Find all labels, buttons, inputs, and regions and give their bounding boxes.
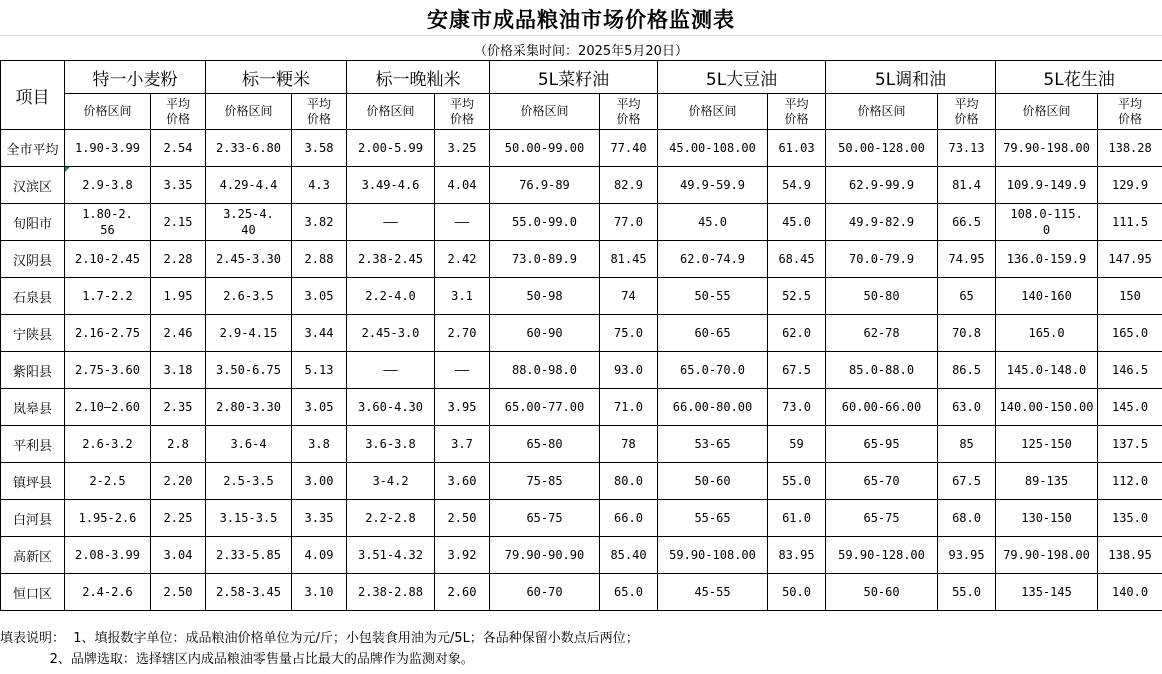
average-price-cell: 145.0 xyxy=(1098,389,1162,426)
region-name: 白河县 xyxy=(1,500,65,537)
price-range-cell: 1.90-3.99 xyxy=(65,130,151,167)
region-name: 旬阳市 xyxy=(1,204,65,241)
notes-section xyxy=(0,628,1162,670)
header-subcolumns-row xyxy=(1,94,1162,130)
table-row xyxy=(1,389,1162,426)
page-title: 安康市成品粮油市场价格监测表 xyxy=(427,8,735,32)
average-label-line: 价格 xyxy=(954,111,979,126)
average-price-cell: 50.0 xyxy=(768,574,826,611)
average-price-cell: 3.25 xyxy=(435,130,490,167)
price-range-cell: 3.15-3.5 xyxy=(206,500,292,537)
price-range-cell: 1.7-2.2 xyxy=(65,278,151,315)
average-price-cell: 63.0 xyxy=(938,389,996,426)
collection-date: （价格采集时间：2025年5月20日） xyxy=(474,44,688,59)
table-row xyxy=(1,204,1162,241)
average-price-cell: 3.1 xyxy=(435,278,490,315)
price-range-cell: 145.0-148.0 xyxy=(996,352,1098,389)
product-header: 5L菜籽油 xyxy=(490,61,658,94)
average-price-cell: 66.5 xyxy=(938,204,996,241)
price-range-cell: 2.9-4.15 xyxy=(206,315,292,352)
table-row xyxy=(1,574,1162,611)
region-name: 高新区 xyxy=(1,537,65,574)
average-price-cell: 74 xyxy=(600,278,658,315)
price-range-cell: 2.6-3.5 xyxy=(206,278,292,315)
table-row xyxy=(1,241,1162,278)
average-price-cell: 61.0 xyxy=(768,500,826,537)
region-name: 平利县 xyxy=(1,426,65,463)
average-price-cell: 82.9 xyxy=(600,167,658,204)
average-price-cell: 93.95 xyxy=(938,537,996,574)
product-header: 标一晚籼米 xyxy=(347,61,490,94)
price-range-cell: 3.51-4.32 xyxy=(347,537,435,574)
average-price-cell: 135.0 xyxy=(1098,500,1162,537)
average-price-cell: 85.40 xyxy=(600,537,658,574)
average-price-cell: 81.4 xyxy=(938,167,996,204)
average-price-cell: 3.05 xyxy=(292,389,347,426)
average-price-cell: 83.95 xyxy=(768,537,826,574)
price-range-cell: 75-85 xyxy=(490,463,600,500)
average-price-cell: 55.0 xyxy=(938,574,996,611)
average-price-cell: 4.09 xyxy=(292,537,347,574)
price-range-cell: 2.38-2.45 xyxy=(347,241,435,278)
average-price-cell: 74.95 xyxy=(938,241,996,278)
average-price-cell: 67.5 xyxy=(768,352,826,389)
price-range-cell: 3.25-4.40 xyxy=(206,204,292,241)
price-range-cell: 73.0-89.9 xyxy=(490,241,600,278)
average-price-cell: 3.58 xyxy=(292,130,347,167)
average-price-cell: 86.5 xyxy=(938,352,996,389)
average-price-cell: 2.8 xyxy=(151,426,206,463)
average-label-line: 价格 xyxy=(306,111,331,126)
product-header: 5L调和油 xyxy=(826,61,996,94)
average-label-line: 价格 xyxy=(616,111,641,126)
price-range-cell: 79.90-198.00 xyxy=(996,537,1098,574)
average-price-cell: 65.0 xyxy=(600,574,658,611)
average-price-cell: 111.5 xyxy=(1098,204,1162,241)
average-price-cell: 147.95 xyxy=(1098,241,1162,278)
price-range-cell: 2.2-4.0 xyxy=(347,278,435,315)
average-price-cell: 93.0 xyxy=(600,352,658,389)
table-row xyxy=(1,130,1162,167)
average-price-cell: 3.95 xyxy=(435,389,490,426)
price-range-cell: 60-65 xyxy=(658,315,768,352)
price-range-cell: 2-2.5 xyxy=(65,463,151,500)
average-label-line: 平均 xyxy=(449,96,474,111)
price-range-header: 价格区间 xyxy=(206,94,292,130)
average-price-cell: 3.05 xyxy=(292,278,347,315)
product-header: 特一小麦粉 xyxy=(65,61,206,94)
average-label-line: 平均 xyxy=(165,96,190,111)
region-name: 石泉县 xyxy=(1,278,65,315)
price-range-cell: 50-55 xyxy=(658,278,768,315)
average-price-cell: 4.04 xyxy=(435,167,490,204)
average-price-cell: 75.0 xyxy=(600,315,658,352)
average-price-cell: 129.9 xyxy=(1098,167,1162,204)
price-range-cell: 108.0-115.0 xyxy=(996,204,1098,241)
average-price-header xyxy=(292,94,347,130)
price-range-cell: 50-60 xyxy=(658,463,768,500)
price-range-cell: 65-75 xyxy=(490,500,600,537)
price-range-cell: 49.9-59.9 xyxy=(658,167,768,204)
average-price-cell: 55.0 xyxy=(768,463,826,500)
average-price-cell: 146.5 xyxy=(1098,352,1162,389)
price-range-cell: 62.0-74.9 xyxy=(658,241,768,278)
average-price-cell: 70.8 xyxy=(938,315,996,352)
note-line: 2、品牌选取：选择辖区内成品粮油零售量占比最大的品牌作为监测对象。 xyxy=(0,652,474,667)
product-header: 5L大豆油 xyxy=(658,61,826,94)
price-range-cell: 65-80 xyxy=(490,426,600,463)
price-range-cell: 2.00-5.99 xyxy=(347,130,435,167)
average-price-cell: 65 xyxy=(938,278,996,315)
average-price-cell: 80.0 xyxy=(600,463,658,500)
table-row xyxy=(1,500,1162,537)
average-price-cell: 112.0 xyxy=(1098,463,1162,500)
price-range-cell: 2.45-3.0 xyxy=(347,315,435,352)
price-range-cell: 3.6-4 xyxy=(206,426,292,463)
average-price-header xyxy=(1098,94,1162,130)
average-price-header xyxy=(938,94,996,130)
average-label-line: 价格 xyxy=(784,111,809,126)
table-row xyxy=(1,352,1162,389)
price-range-cell: 79.90-198.00 xyxy=(996,130,1098,167)
average-price-cell: 2.50 xyxy=(151,574,206,611)
price-range-cell: 2.33-6.80 xyxy=(206,130,292,167)
price-range-cell: 45-55 xyxy=(658,574,768,611)
price-range-cell: 65-75 xyxy=(826,500,938,537)
price-range-cell: 2.5-3.5 xyxy=(206,463,292,500)
average-price-cell: 5.13 xyxy=(292,352,347,389)
price-range-cell: 50.00-128.00 xyxy=(826,130,938,167)
table-row xyxy=(1,426,1162,463)
average-price-cell: 2.88 xyxy=(292,241,347,278)
price-range-cell: 1.95-2.6 xyxy=(65,500,151,537)
table-row xyxy=(1,167,1162,204)
average-price-cell: 77.40 xyxy=(600,130,658,167)
price-range-cell: 2.75-3.60 xyxy=(65,352,151,389)
price-range-cell: 140-160 xyxy=(996,278,1098,315)
price-range-cell: —— xyxy=(347,204,435,241)
average-price-cell: 3.8 xyxy=(292,426,347,463)
region-name: 汉滨区 xyxy=(1,167,65,204)
price-range-cell: 59.90-108.00 xyxy=(658,537,768,574)
price-range-cell: 2.08-3.99 xyxy=(65,537,151,574)
price-range-cell: 65-70 xyxy=(826,463,938,500)
title-divider xyxy=(0,35,1162,36)
average-label-line: 平均 xyxy=(1118,96,1143,111)
price-range-cell: 45.00-108.00 xyxy=(658,130,768,167)
price-range-cell: 60-70 xyxy=(490,574,600,611)
price-range-header: 价格区间 xyxy=(490,94,600,130)
price-range-cell: 2.2-2.8 xyxy=(347,500,435,537)
price-range-cell: 135-145 xyxy=(996,574,1098,611)
price-range-cell: 50.00-99.00 xyxy=(490,130,600,167)
price-range-cell: 4.29-4.4 xyxy=(206,167,292,204)
average-price-header xyxy=(768,94,826,130)
price-range-cell: 2.10-2.45 xyxy=(65,241,151,278)
price-range-cell: 2.10—2.60 xyxy=(65,389,151,426)
average-price-cell: 3.7 xyxy=(435,426,490,463)
average-label-line: 平均 xyxy=(306,96,331,111)
note-line: 填表说明： 1、填报数字单位：成品粮油价格单位为元/斤；小包装食用油为元/5L；各品种保留小数点后两位； xyxy=(0,631,639,646)
table-body xyxy=(1,130,1162,611)
average-price-cell: 68.45 xyxy=(768,241,826,278)
price-range-cell: 79.90-90.90 xyxy=(490,537,600,574)
price-range-header: 价格区间 xyxy=(347,94,435,130)
average-price-cell: 61.03 xyxy=(768,130,826,167)
average-price-cell: 2.60 xyxy=(435,574,490,611)
price-range-cell: 62-78 xyxy=(826,315,938,352)
price-range-cell: 2.4-2.6 xyxy=(65,574,151,611)
price-range-header: 价格区间 xyxy=(826,94,938,130)
average-label-line: 平均 xyxy=(784,96,809,111)
price-range-cell: 3.50-6.75 xyxy=(206,352,292,389)
average-price-cell: 3.35 xyxy=(292,500,347,537)
average-label-line: 价格 xyxy=(165,111,190,126)
price-range-cell: 53-65 xyxy=(658,426,768,463)
region-name: 紫阳县 xyxy=(1,352,65,389)
header-products-row xyxy=(1,61,1162,94)
average-price-cell: 67.5 xyxy=(938,463,996,500)
average-price-cell: 62.0 xyxy=(768,315,826,352)
average-price-cell: 54.9 xyxy=(768,167,826,204)
average-price-cell: —— xyxy=(435,204,490,241)
average-price-cell: 3.92 xyxy=(435,537,490,574)
average-price-cell: 3.44 xyxy=(292,315,347,352)
average-price-cell: 66.0 xyxy=(600,500,658,537)
price-range-cell: 66.00-80.00 xyxy=(658,389,768,426)
average-price-cell: 165.0 xyxy=(1098,315,1162,352)
average-label-line: 平均 xyxy=(616,96,641,111)
price-range-cell: 2.80-3.30 xyxy=(206,389,292,426)
price-range-cell: 60.00-66.00 xyxy=(826,389,938,426)
average-price-cell: 85 xyxy=(938,426,996,463)
average-price-cell: 1.95 xyxy=(151,278,206,315)
table-row xyxy=(1,463,1162,500)
average-label-line: 价格 xyxy=(449,111,474,126)
price-range-cell: 2.33-5.85 xyxy=(206,537,292,574)
product-header: 5L花生油 xyxy=(996,61,1162,94)
average-price-cell: —— xyxy=(435,352,490,389)
average-price-cell: 4.3 xyxy=(292,167,347,204)
price-range-cell: —— xyxy=(347,352,435,389)
average-price-cell: 59 xyxy=(768,426,826,463)
average-price-cell: 2.25 xyxy=(151,500,206,537)
average-price-header xyxy=(151,94,206,130)
price-table xyxy=(0,60,1162,611)
price-range-cell: 2.9-3.8 xyxy=(65,167,151,204)
region-name: 全市平均 xyxy=(1,130,65,167)
average-label-line: 价格 xyxy=(1118,111,1143,126)
average-price-header xyxy=(435,94,490,130)
price-range-cell: 2.45-3.30 xyxy=(206,241,292,278)
price-range-cell: 85.0-88.0 xyxy=(826,352,938,389)
average-price-cell: 138.28 xyxy=(1098,130,1162,167)
average-label-line: 平均 xyxy=(954,96,979,111)
price-range-cell: 62.9-99.9 xyxy=(826,167,938,204)
price-range-cell: 76.9-89 xyxy=(490,167,600,204)
average-price-cell: 3.00 xyxy=(292,463,347,500)
average-price-header xyxy=(600,94,658,130)
price-range-cell: 45.0 xyxy=(658,204,768,241)
price-range-cell: 3-4.2 xyxy=(347,463,435,500)
price-range-cell: 2.38-2.88 xyxy=(347,574,435,611)
average-price-cell: 3.04 xyxy=(151,537,206,574)
average-price-cell: 2.28 xyxy=(151,241,206,278)
average-price-cell: 2.54 xyxy=(151,130,206,167)
price-range-header: 价格区间 xyxy=(658,94,768,130)
price-range-cell: 55.0-99.0 xyxy=(490,204,600,241)
region-name: 汉阴县 xyxy=(1,241,65,278)
price-range-cell: 55-65 xyxy=(658,500,768,537)
price-range-cell: 50-80 xyxy=(826,278,938,315)
average-price-cell: 3.60 xyxy=(435,463,490,500)
region-name: 宁陕县 xyxy=(1,315,65,352)
price-range-cell: 60-90 xyxy=(490,315,600,352)
price-range-cell: 2.58-3.45 xyxy=(206,574,292,611)
price-range-cell: 50-98 xyxy=(490,278,600,315)
price-range-cell: 130-150 xyxy=(996,500,1098,537)
average-price-cell: 150 xyxy=(1098,278,1162,315)
average-price-cell: 140.0 xyxy=(1098,574,1162,611)
average-price-cell: 78 xyxy=(600,426,658,463)
price-range-cell: 65.00-77.00 xyxy=(490,389,600,426)
average-price-cell: 3.35 xyxy=(151,167,206,204)
price-range-header: 价格区间 xyxy=(65,94,151,130)
average-price-cell: 81.45 xyxy=(600,241,658,278)
price-range-cell: 136.0-159.9 xyxy=(996,241,1098,278)
price-range-cell: 70.0-79.9 xyxy=(826,241,938,278)
price-range-cell: 3.49-4.6 xyxy=(347,167,435,204)
price-range-cell: 88.0-98.0 xyxy=(490,352,600,389)
average-price-cell: 73.0 xyxy=(768,389,826,426)
price-range-cell: 165.0 xyxy=(996,315,1098,352)
average-price-cell: 2.15 xyxy=(151,204,206,241)
price-range-cell: 65-95 xyxy=(826,426,938,463)
price-range-cell: 2.16-2.75 xyxy=(65,315,151,352)
average-price-cell: 138.95 xyxy=(1098,537,1162,574)
price-range-cell: 2.6-3.2 xyxy=(65,426,151,463)
average-price-cell: 2.70 xyxy=(435,315,490,352)
average-price-cell: 71.0 xyxy=(600,389,658,426)
region-name: 镇坪县 xyxy=(1,463,65,500)
average-price-cell: 2.42 xyxy=(435,241,490,278)
table-row xyxy=(1,278,1162,315)
average-price-cell: 137.5 xyxy=(1098,426,1162,463)
price-range-cell: 1.80-2.56 xyxy=(65,204,151,241)
table-row xyxy=(1,315,1162,352)
average-price-cell: 2.20 xyxy=(151,463,206,500)
average-price-cell: 2.50 xyxy=(435,500,490,537)
average-price-cell: 73.13 xyxy=(938,130,996,167)
price-range-cell: 109.9-149.9 xyxy=(996,167,1098,204)
average-price-cell: 45.0 xyxy=(768,204,826,241)
average-price-cell: 3.18 xyxy=(151,352,206,389)
price-range-cell: 125-150 xyxy=(996,426,1098,463)
price-range-cell: 50-60 xyxy=(826,574,938,611)
average-price-cell: 3.10 xyxy=(292,574,347,611)
price-range-cell: 3.6-3.8 xyxy=(347,426,435,463)
price-range-cell: 89-135 xyxy=(996,463,1098,500)
price-range-cell: 3.60-4.30 xyxy=(347,389,435,426)
price-range-cell: 49.9-82.9 xyxy=(826,204,938,241)
product-header: 标一粳米 xyxy=(206,61,347,94)
average-price-cell: 77.0 xyxy=(600,204,658,241)
average-price-cell: 2.35 xyxy=(151,389,206,426)
price-range-cell: 140.00-150.00 xyxy=(996,389,1098,426)
average-price-cell: 68.0 xyxy=(938,500,996,537)
average-price-cell: 2.46 xyxy=(151,315,206,352)
price-range-cell: 65.0-70.0 xyxy=(658,352,768,389)
region-name: 恒口区 xyxy=(1,574,65,611)
region-name: 岚皋县 xyxy=(1,389,65,426)
price-range-header: 价格区间 xyxy=(996,94,1098,130)
average-price-cell: 3.82 xyxy=(292,204,347,241)
table-row xyxy=(1,537,1162,574)
average-price-cell: 52.5 xyxy=(768,278,826,315)
price-range-cell: 59.90-128.00 xyxy=(826,537,938,574)
item-header: 项目 xyxy=(1,61,65,130)
